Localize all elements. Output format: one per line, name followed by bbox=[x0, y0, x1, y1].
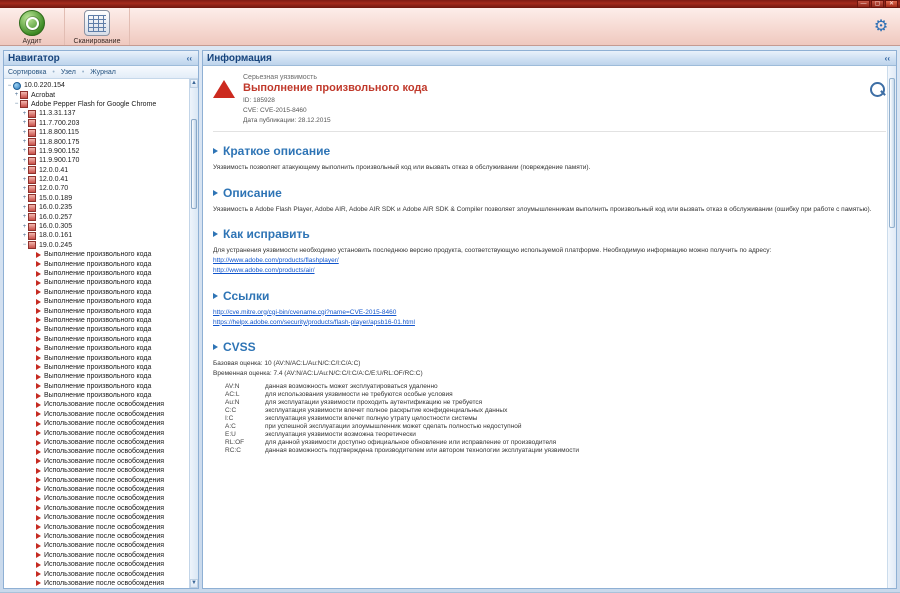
tree-node-label: Использование после освобождения bbox=[44, 485, 165, 493]
tree-node[interactable] bbox=[4, 203, 189, 212]
arrow-icon bbox=[36, 496, 41, 502]
ribbon-button-scan[interactable] bbox=[71, 8, 123, 45]
main-body bbox=[0, 46, 900, 592]
tree-node-label: Выполнение произвольного кода bbox=[44, 288, 152, 296]
tree-node-label: 10.0.220.154 bbox=[24, 82, 65, 90]
box-icon bbox=[28, 157, 36, 165]
tree-node-label: Использование после освобождения bbox=[44, 401, 165, 409]
cvss-metric-row bbox=[213, 446, 579, 454]
tree-node[interactable] bbox=[4, 156, 189, 165]
arrow-icon bbox=[36, 261, 41, 267]
tree-node-label: Выполнение произвольного кода bbox=[44, 345, 152, 353]
arrow-icon bbox=[36, 486, 41, 492]
navigator-panel bbox=[3, 50, 199, 589]
box-icon bbox=[28, 241, 36, 249]
tree-node-label: Использование после освобождения bbox=[44, 561, 165, 569]
arrow-icon bbox=[36, 393, 41, 399]
warning-triangle-icon bbox=[213, 80, 235, 98]
arrow-icon bbox=[36, 308, 41, 314]
section-cvss-title: CVSS bbox=[223, 339, 256, 354]
cvss-metric-value: для эксплуатации уязвимости проходить аутентификацию не требуется bbox=[265, 398, 483, 406]
scroll-up-arrow[interactable]: ▲ bbox=[191, 80, 197, 86]
cvss-scores bbox=[213, 359, 886, 380]
tree-node[interactable] bbox=[4, 194, 189, 203]
info-panel bbox=[202, 50, 897, 589]
cvss-metric-key: AV:N bbox=[225, 382, 240, 390]
tree-node-label: 16.0.0.305 bbox=[39, 223, 73, 231]
arrow-icon bbox=[36, 562, 41, 568]
tree-node-label: Выполнение произвольного кода bbox=[44, 382, 152, 390]
search-icon[interactable] bbox=[870, 82, 886, 98]
tree-node[interactable] bbox=[4, 428, 189, 437]
ribbon-button-scan-label: Сканирование bbox=[73, 38, 121, 45]
tree-node-label: 11.9.900.170 bbox=[39, 157, 80, 165]
tree-node[interactable] bbox=[4, 551, 189, 560]
tree-node[interactable] bbox=[4, 119, 189, 128]
close-button[interactable]: ✕ bbox=[885, 0, 898, 8]
ribbon-button-audit[interactable] bbox=[6, 8, 58, 45]
section-howto-text: Для устранения уязвимости необходимо установить последнюю версию продукта, соответствующую используемой платформе. Необходимую информацию можно получить по адресу: bbox=[213, 247, 772, 255]
section-cvss-title-row bbox=[213, 340, 886, 354]
tree-expander-icon[interactable]: + bbox=[22, 139, 27, 146]
cvss-metric-row bbox=[213, 406, 579, 414]
tree-node[interactable] bbox=[4, 475, 189, 484]
tree-expander-icon[interactable]: + bbox=[14, 92, 19, 99]
severity-label: Серьезная уязвимость bbox=[243, 74, 318, 81]
tree-node-label: Использование после освобождения bbox=[44, 410, 165, 418]
info-collapse-button[interactable]: ‹‹ bbox=[884, 53, 890, 63]
tree-node[interactable] bbox=[4, 212, 189, 221]
section-marker-icon bbox=[213, 293, 218, 299]
tree-node-label: Использование после освобождения bbox=[44, 448, 165, 456]
cvss-metric-row bbox=[213, 414, 579, 422]
tree-node[interactable] bbox=[4, 128, 189, 137]
tree-node-label: Использование после освобождения bbox=[44, 542, 165, 550]
tree-node[interactable] bbox=[4, 184, 189, 193]
tree-node[interactable] bbox=[4, 457, 189, 466]
cvss-metric-row bbox=[213, 438, 579, 446]
tree-node[interactable] bbox=[4, 166, 189, 175]
cvss-metric-key: A:C bbox=[225, 422, 236, 430]
tree-node[interactable] bbox=[4, 222, 189, 231]
box-icon bbox=[28, 204, 36, 212]
tree-node[interactable] bbox=[4, 391, 189, 400]
section-brief-text: Уязвимость позволяет атакующему выполнить произвольный код или вызвать отказ в обслуживании (повреждение памяти). bbox=[213, 164, 591, 172]
tree-node[interactable] bbox=[4, 353, 189, 362]
tree-node-label: Выполнение произвольного кода bbox=[44, 363, 152, 371]
section-description-title-row bbox=[213, 186, 886, 200]
cvss-temporal-value: 7.4 (AV:N/AC:L/Au:N/C:C/I:C/A:C/E:U/RL:OF/RC:C) bbox=[273, 370, 423, 378]
navigator-scrollbar[interactable] bbox=[189, 79, 198, 588]
tree-node-label: Использование после освобождения bbox=[44, 495, 165, 503]
cvss-metric-key: RC:C bbox=[225, 446, 241, 454]
tree-node-label: Использование после освобождения bbox=[44, 514, 165, 522]
tree-node-label: 19.0.0.245 bbox=[39, 241, 73, 249]
arrow-icon bbox=[36, 402, 41, 408]
arrow-icon bbox=[36, 580, 41, 586]
tree-node-label: Выполнение произвольного кода bbox=[44, 307, 152, 315]
cvss-metric-value: для данной уязвимости доступно официальное обновление или исправление от производителя bbox=[265, 438, 557, 446]
tree-node-label: Выполнение произвольного кода bbox=[44, 279, 152, 287]
tree-node[interactable] bbox=[4, 419, 189, 428]
tree-node-label: Использование после освобождения bbox=[44, 532, 165, 540]
arrow-icon bbox=[36, 421, 41, 427]
arrow-icon bbox=[36, 346, 41, 352]
tree-node[interactable] bbox=[4, 560, 189, 569]
tree-node-label: 12.0.0.41 bbox=[39, 176, 69, 184]
section-brief-title-row bbox=[213, 144, 886, 158]
tree-node-label: Выполнение произвольного кода bbox=[44, 251, 152, 259]
arrow-icon bbox=[36, 477, 41, 483]
title-bar bbox=[0, 0, 900, 8]
tree-node[interactable] bbox=[4, 410, 189, 419]
section-howto-title-row bbox=[213, 227, 886, 241]
box-icon bbox=[28, 176, 36, 184]
box-icon bbox=[28, 166, 36, 174]
tree-node-label: Использование после освобождения bbox=[44, 420, 165, 428]
tree-node-label: 15.0.0.189 bbox=[39, 194, 73, 202]
navigator-tree[interactable] bbox=[4, 79, 189, 588]
cvss-metric-key: RL:OF bbox=[225, 438, 245, 446]
box-icon bbox=[28, 213, 36, 221]
tree-expander-icon[interactable]: + bbox=[22, 157, 27, 164]
tree-expander-icon[interactable]: + bbox=[22, 214, 27, 221]
arrow-icon bbox=[36, 449, 41, 455]
section-howto bbox=[213, 227, 886, 277]
arrow-icon bbox=[36, 411, 41, 417]
tree-node-label: Acrobat bbox=[31, 91, 56, 99]
cvss-metric-row bbox=[213, 382, 579, 390]
tree-expander-icon[interactable]: + bbox=[22, 223, 27, 230]
section-links-title: Ссылки bbox=[223, 288, 270, 303]
navigator-title: Навигатор bbox=[8, 52, 60, 64]
tree-expander-icon[interactable]: + bbox=[22, 167, 27, 174]
arrow-icon bbox=[36, 430, 41, 436]
tree-node-label: Adobe Pepper Flash for Google Chrome bbox=[31, 100, 157, 108]
tree-node[interactable] bbox=[4, 485, 189, 494]
cvss-metric-value: данная возможность подтверждена производителем или автором технологии эксплуатации уязвимости bbox=[265, 446, 580, 454]
tree-node[interactable] bbox=[4, 278, 189, 287]
tree-node[interactable] bbox=[4, 382, 189, 391]
tree-node[interactable] bbox=[4, 137, 189, 146]
arrow-icon bbox=[36, 327, 41, 333]
info-title: Информация bbox=[207, 52, 272, 64]
maximize-button[interactable]: ▢ bbox=[871, 0, 884, 8]
cvss-metric-value: данная возможность может эксплуатироваться удаленно bbox=[265, 382, 438, 390]
date-label: Дата публикации: bbox=[243, 116, 297, 124]
tree-node[interactable] bbox=[4, 241, 189, 250]
tree-node-label: Использование после освобождения bbox=[44, 523, 165, 531]
tree-expander-icon[interactable]: − bbox=[7, 82, 12, 89]
gear-icon[interactable]: ⚙ bbox=[873, 17, 889, 35]
arrow-icon bbox=[36, 552, 41, 558]
box-icon bbox=[28, 194, 36, 202]
navigator-header bbox=[4, 51, 198, 66]
tree-node[interactable] bbox=[4, 147, 189, 156]
tree-expander-icon[interactable]: + bbox=[22, 120, 27, 127]
toolbar-separator-2: • bbox=[81, 68, 85, 76]
reference-link-2[interactable]: https://helpx.adobe.com/security/products/flash-player/apsb16-01.html bbox=[213, 318, 415, 326]
tree-node-label: Использование после освобождения bbox=[44, 551, 165, 559]
ribbon-button-audit-label: Аудит bbox=[22, 38, 42, 45]
tree-node[interactable] bbox=[4, 504, 189, 513]
tree-node-label: Использование после освобождения bbox=[44, 504, 165, 512]
ribbon-toolbar bbox=[0, 8, 900, 46]
section-brief-title: Краткое описание bbox=[223, 144, 331, 159]
cve-label: CVE: bbox=[243, 106, 259, 114]
arrow-icon bbox=[36, 364, 41, 370]
tree-node-label: Использование после освобождения bbox=[44, 579, 165, 587]
navigator-scroll-thumb[interactable] bbox=[191, 119, 197, 209]
id-label: ID: bbox=[243, 97, 252, 104]
howto-link-2[interactable]: http://www.adobe.com/products/air/ bbox=[213, 267, 315, 275]
tree-node-label: Выполнение произвольного кода bbox=[44, 354, 152, 362]
tree-node[interactable] bbox=[4, 269, 189, 278]
date-value: 28.12.2015 bbox=[298, 116, 331, 124]
tree-node-label: Использование после освобождения bbox=[44, 570, 165, 578]
section-marker-icon bbox=[213, 190, 218, 196]
tree-expander-icon[interactable]: + bbox=[22, 195, 27, 202]
vulnerability-header bbox=[213, 74, 886, 132]
tree-node[interactable] bbox=[4, 81, 189, 90]
cvss-base-label: Базовая оценка: bbox=[213, 359, 263, 367]
cvss-metric-value: эксплуатация уязвимости влечет полное раскрытие конфиденциальных данных bbox=[265, 406, 508, 414]
arrow-icon bbox=[36, 336, 41, 342]
cve-value: CVE-2015-8460 bbox=[259, 106, 307, 114]
tree-expander-icon[interactable]: − bbox=[14, 101, 19, 108]
howto-link-1[interactable]: http://www.adobe.com/products/flashplayer/ bbox=[213, 257, 339, 265]
ribbon-group-audit bbox=[0, 8, 65, 45]
cvss-metric-key: E:U bbox=[225, 430, 236, 438]
arrow-icon bbox=[36, 355, 41, 361]
ribbon-right-area bbox=[872, 8, 900, 45]
arrow-icon bbox=[36, 299, 41, 305]
tree-node-label: Использование после освобождения bbox=[44, 429, 165, 437]
tree-expander-icon[interactable]: + bbox=[22, 232, 27, 239]
section-howto-title: Как исправить bbox=[223, 227, 310, 242]
tree-node-label: 16.0.0.235 bbox=[39, 204, 73, 212]
tree-node-label: 16.0.0.257 bbox=[39, 213, 73, 221]
tree-node-label: 11.8.800.115 bbox=[39, 129, 79, 137]
vulnerability-name: Выполнение произвольного кода bbox=[243, 82, 428, 94]
tree-node-label: Выполнение произвольного кода bbox=[44, 260, 152, 268]
vulnerability-meta bbox=[243, 96, 862, 125]
scan-icon bbox=[19, 10, 45, 36]
tree-node[interactable] bbox=[4, 335, 189, 344]
box-icon bbox=[28, 185, 36, 193]
tree-node[interactable] bbox=[4, 259, 189, 268]
info-header bbox=[203, 51, 896, 66]
tree-node[interactable] bbox=[4, 541, 189, 550]
cvss-metric-row bbox=[213, 430, 579, 438]
box-icon bbox=[20, 91, 28, 99]
tree-node[interactable] bbox=[4, 372, 189, 381]
tree-node[interactable] bbox=[4, 400, 189, 409]
tree-node[interactable] bbox=[4, 522, 189, 531]
box-icon bbox=[28, 110, 36, 118]
tree-node[interactable] bbox=[4, 288, 189, 297]
reference-link-1[interactable]: http://cve.mitre.org/cgi-bin/cvename.cgi?name=CVE-2015-8460 bbox=[213, 308, 397, 316]
id-value: 185928 bbox=[253, 97, 275, 104]
tree-node-label: Выполнение произвольного кода bbox=[44, 326, 152, 334]
section-marker-icon bbox=[213, 344, 218, 350]
tree-node[interactable] bbox=[4, 325, 189, 334]
cvss-base-value: 10 (AV:N/AC:L/Au:N/C:C/I:C/A:C) bbox=[264, 359, 361, 367]
arrow-icon bbox=[36, 515, 41, 521]
vulnerability-summary bbox=[243, 74, 862, 125]
info-scroll-thumb[interactable] bbox=[889, 78, 895, 228]
section-description bbox=[213, 186, 886, 215]
arrow-icon bbox=[36, 383, 41, 389]
arrow-icon bbox=[36, 543, 41, 549]
arrow-icon bbox=[36, 468, 41, 474]
cvss-metric-row bbox=[213, 390, 579, 398]
box-icon bbox=[28, 223, 36, 231]
cvss-metric-row bbox=[213, 422, 579, 430]
tree-node[interactable] bbox=[4, 569, 189, 578]
tree-node[interactable] bbox=[4, 579, 189, 588]
arrow-icon bbox=[36, 374, 41, 380]
arrow-icon bbox=[36, 505, 41, 511]
arrow-icon bbox=[36, 271, 41, 277]
box-icon bbox=[28, 119, 36, 127]
tree-node-label: Использование после освобождения bbox=[44, 439, 165, 447]
tree-node[interactable] bbox=[4, 90, 189, 99]
tree-node-label: Выполнение произвольного кода bbox=[44, 335, 152, 343]
section-description-text: Уязвимость в Adobe Flash Player, Adobe AIR, Adobe AIR SDK и Adobe AIR SDK & Compiler позволяет злоумышленникам выполнить произвольный код или вызвать отказ в обслуживании (ошибку при работе с памятью). bbox=[213, 205, 872, 213]
tree-node[interactable] bbox=[4, 494, 189, 503]
section-marker-icon bbox=[213, 231, 218, 237]
tree-node-label: 12.0.0.70 bbox=[39, 185, 69, 193]
arrow-icon bbox=[36, 458, 41, 464]
tree-node[interactable] bbox=[4, 175, 189, 184]
nodes-button[interactable]: Узел bbox=[60, 68, 76, 76]
tree-expander-icon[interactable]: + bbox=[22, 185, 27, 192]
box-icon bbox=[28, 232, 36, 240]
tree-node[interactable] bbox=[4, 363, 189, 372]
cvss-metric-row bbox=[213, 398, 579, 406]
tree-node[interactable] bbox=[4, 100, 189, 109]
cvss-metric-key: Au:N bbox=[225, 398, 240, 406]
cvss-metrics-table bbox=[213, 382, 579, 454]
tree-node[interactable] bbox=[4, 109, 189, 118]
cvss-metric-key: AC:L bbox=[225, 390, 240, 398]
section-cvss bbox=[213, 340, 886, 455]
tree-node-label: Использование после освобождения bbox=[44, 467, 165, 475]
arrow-icon bbox=[36, 571, 41, 577]
cvss-temporal-label: Временная оценка: bbox=[213, 370, 272, 378]
tree-node[interactable] bbox=[4, 532, 189, 541]
toolbar-separator-1: • bbox=[52, 68, 55, 76]
tree-node[interactable] bbox=[4, 297, 189, 306]
tree-node[interactable] bbox=[4, 438, 189, 447]
tree-expander-icon[interactable]: + bbox=[22, 148, 27, 155]
cvss-metric-key: C:C bbox=[225, 406, 237, 414]
box-icon bbox=[20, 100, 28, 108]
tree-node[interactable] bbox=[4, 447, 189, 456]
tree-node-label: Выполнение произвольного кода bbox=[44, 270, 152, 277]
tree-expander-icon[interactable]: + bbox=[22, 129, 27, 136]
ribbon-group-scan bbox=[65, 8, 130, 45]
tree-node[interactable] bbox=[4, 306, 189, 315]
tree-node[interactable] bbox=[4, 344, 189, 353]
grid-icon bbox=[84, 10, 110, 36]
window-controls bbox=[857, 0, 900, 8]
cvss-metric-value: при успешной эксплуатации злоумышленник может сделать полностью недоступной bbox=[265, 422, 522, 430]
tree-expander-icon[interactable]: + bbox=[22, 204, 27, 211]
arrow-icon bbox=[36, 533, 41, 539]
tree-node-label: 11.3.31.137 bbox=[39, 110, 76, 118]
minimize-button[interactable]: — bbox=[857, 0, 870, 8]
tree-node-label: Выполнение произвольного кода bbox=[44, 373, 152, 381]
tree-node-label: 11.7.700.203 bbox=[39, 119, 80, 127]
tree-node-label: 18.0.0.161 bbox=[39, 232, 73, 240]
tree-node-label: 12.0.0.41 bbox=[39, 166, 69, 174]
section-description-title: Описание bbox=[223, 185, 282, 200]
tree-node[interactable] bbox=[4, 316, 189, 325]
arrow-icon bbox=[36, 440, 41, 446]
tree-node-label: Выполнение произвольного кода bbox=[44, 392, 152, 400]
tree-node-label: Выполнение произвольного кода bbox=[44, 298, 152, 306]
globe-icon bbox=[13, 82, 21, 90]
navigator-collapse-button[interactable]: ‹‹ bbox=[186, 53, 192, 63]
info-scrollbar[interactable] bbox=[887, 66, 896, 588]
tree-expander-icon[interactable]: − bbox=[22, 242, 27, 249]
section-brief bbox=[213, 144, 886, 173]
cvss-metric-key: I:C bbox=[225, 414, 234, 422]
arrow-icon bbox=[36, 317, 41, 323]
tree-node-label: Использование после освобождения bbox=[44, 457, 165, 465]
info-content bbox=[203, 66, 896, 588]
sort-button[interactable]: Сортировка bbox=[8, 68, 47, 76]
box-icon bbox=[28, 138, 36, 146]
section-marker-icon bbox=[213, 148, 218, 154]
tree-node[interactable] bbox=[4, 513, 189, 522]
arrow-icon bbox=[36, 252, 41, 258]
section-links-title-row bbox=[213, 289, 886, 303]
navigator-toolbar bbox=[4, 66, 198, 79]
tree-expander-icon[interactable]: + bbox=[22, 110, 27, 117]
box-icon bbox=[28, 129, 36, 137]
arrow-icon bbox=[36, 280, 41, 286]
tree-node-label: 11.9.900.152 bbox=[39, 147, 80, 155]
cvss-metric-value: эксплуатация уязвимости влечет полную утрату целостности системы bbox=[265, 414, 478, 422]
scroll-down-arrow[interactable]: ▼ bbox=[191, 580, 197, 587]
box-icon bbox=[28, 147, 36, 155]
tree-node-label: Использование после освобождения bbox=[44, 476, 165, 484]
arrow-icon bbox=[36, 524, 41, 530]
cvss-metric-value: для использования уязвимости не требуются особые условия bbox=[265, 390, 453, 398]
tree-expander-icon[interactable]: + bbox=[22, 176, 27, 183]
cvss-metric-value: эксплуатация уязвимости возможна теоретически bbox=[265, 430, 416, 438]
section-links bbox=[213, 289, 886, 328]
tree-node[interactable] bbox=[4, 466, 189, 475]
tree-node[interactable] bbox=[4, 250, 189, 259]
tree-node[interactable] bbox=[4, 231, 189, 240]
arrow-icon bbox=[36, 289, 41, 295]
tree-node-label: Выполнение произвольного кода bbox=[44, 316, 152, 324]
tree-node-label: 11.8.800.175 bbox=[39, 138, 80, 146]
log-button[interactable]: Журнал bbox=[90, 68, 116, 76]
